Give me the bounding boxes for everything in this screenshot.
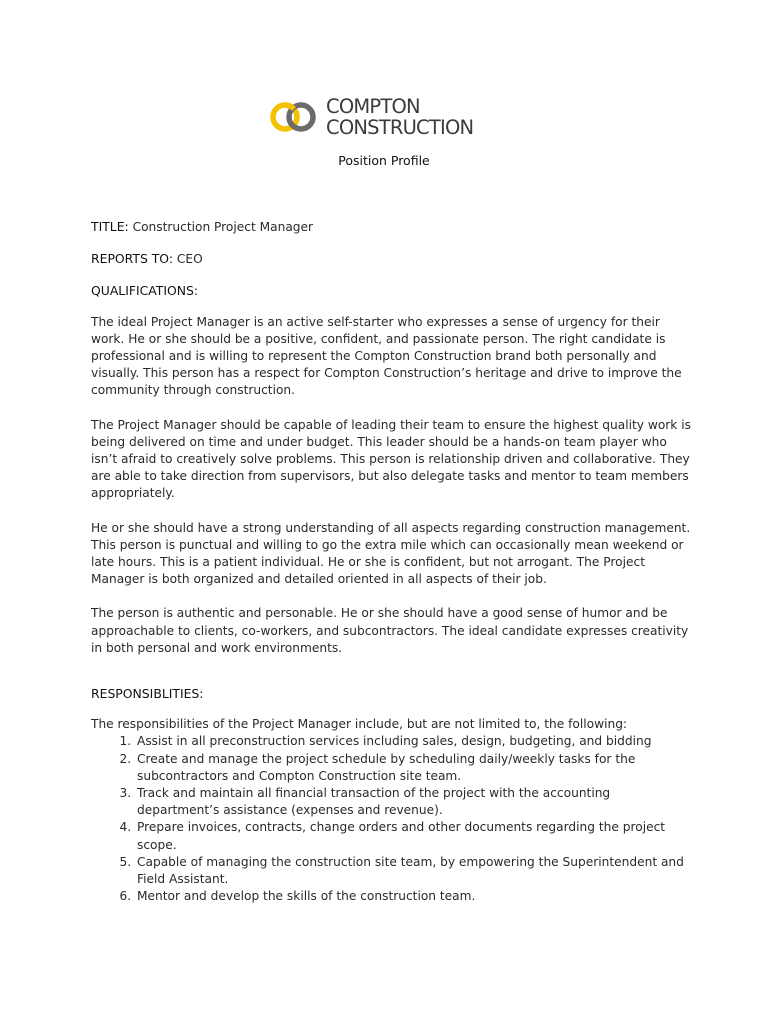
list-item: 1. Assist in all preconstruction services including sales, design, budgeting, and bidding [135,733,691,750]
qualifications-paragraph: The person is authentic and personable. He or she should have a good sense of humor and be approachable to clients, co-workers, and subcontractors. The ideal candidate expresses creativity in both personal and work environments. [91,606,689,655]
title-field [91,218,691,236]
reports-to-value: CEO [176,252,203,267]
title-label: TITLE: [91,219,129,234]
list-item: 2. Create and manage the project schedule by scheduling daily/weekly tasks for the subcontractors and Compton Construction site team. [135,751,691,785]
list-item: 4. Prepare invoices, contracts, change orders and other documents regarding the project scope. [135,819,691,853]
list-item: 6. Mentor and develop the skills of the construction team. [135,888,691,905]
reports-to-field [91,250,691,268]
document-body [91,218,691,906]
reports-to-label: REPORTS TO: [91,251,174,267]
qualifications-paragraph: The ideal Project Manager is an active self-starter who expresses a sense of urgency for their work. He or she should be a positive, confident, and passionate person. The right candidate is professional and is willing to represent the Compton Construction brand both personally and visually. This person has a respect for Compton Construction’s heritage and drive to improve the community through construction. [91,314,682,398]
qualifications-paragraph: He or she should have a strong understanding of all aspects regarding construction management. This person is punctual and willing to go the extra mile which can occasionally mean weekend or late hours. This is a patient individual. He or she is confident, but not arrogant. The Project Manager is both organized and detailed oriented in all aspects of their job. [91,520,691,587]
responsibilities-intro: The responsibilities of the Project Manager include, but are not limited to, the following: [91,717,628,732]
responsibilities-heading: RESPONSIBLITIES: [91,686,204,702]
interlocking-rings-logo-icon [270,97,318,137]
document-subtitle: Position Profile [338,153,430,168]
responsibilities-list [91,733,691,905]
logo-line-2: CONSTRUCTION [326,116,474,139]
logo-wordmark [326,96,473,138]
qualifications-paragraph: The Project Manager should be capable of leading their team to ensure the highest quality work is being delivered on time and under budget. This leader should be a hands-on team player who isn’t afraid to creatively solve problems. This person is relationship driven and collaborative. They are able to take direction from supervisors, but also delegate tasks and mentor to team members appropriately. [91,417,691,501]
title-value: Construction Project Manager [132,220,314,234]
list-item: 5. Capable of managing the construction site team, by empowering the Superintendent and Field Assistant. [135,854,691,888]
list-item: 3. Track and maintain all financial transaction of the project with the accounting department’s assistance (expenses and revenue). [135,785,691,819]
logo-line-1: COMPTON [326,95,420,118]
qualifications-heading: QUALIFICATIONS: [91,283,199,299]
company-logo [270,94,473,140]
